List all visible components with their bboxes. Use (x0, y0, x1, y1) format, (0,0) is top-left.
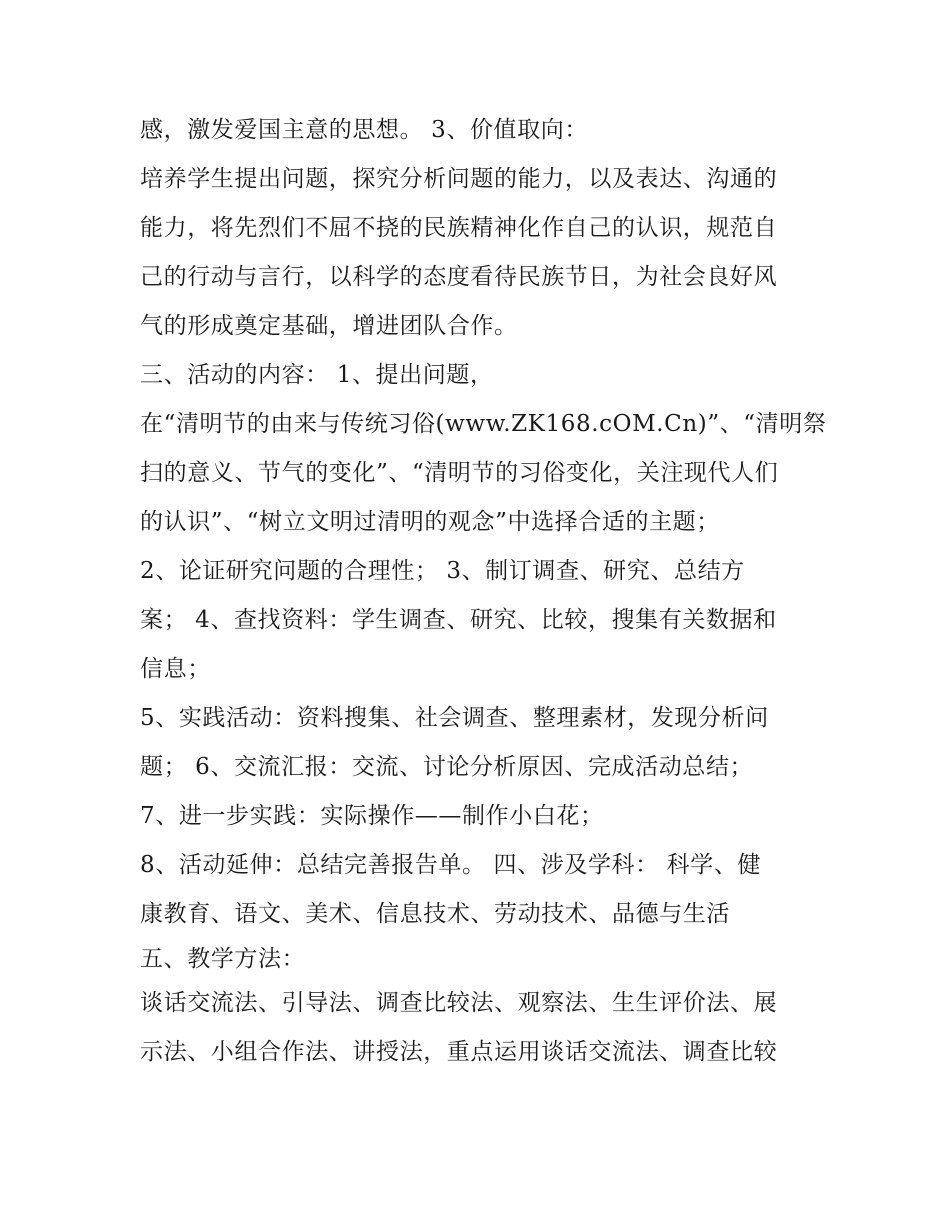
text-line: 的认识”、“树立文明过清明的观念”中选择合适的主题； (140, 509, 720, 535)
text-line: 信息； (140, 656, 211, 682)
text-line: 培养学生提出问题，探究分析问题的能力，以及表达、沟通的 (140, 166, 778, 192)
text-line: 气的形成奠定基础，增进团队合作。 (140, 313, 518, 339)
text-line: 8、活动延伸：总结完善报告单。 四、涉及学科： 科学、健 (140, 852, 762, 878)
text-line: 5、实践活动：资料搜集、社会调查、整理素材，发现分析问 (140, 705, 769, 731)
text-line: 康教育、语文、美术、信息技术、劳动技术、品德与生活 (140, 901, 730, 927)
text-line: 题； 6、交流汇报：交流、讨论分析原因、完成活动总结； (140, 754, 754, 780)
text-line: 谈话交流法、引导法、调查比较法、观察法、生生评价法、展 (140, 990, 778, 1016)
document-body (140, 106, 827, 1077)
text-line: 五、教学方法： (140, 946, 306, 972)
text-line: 能力，将先烈们不屈不挠的民族精神化作自己的认识，规范自 (140, 215, 778, 241)
text-line: 示法、小组合作法、讲授法，重点运用谈话交流法、调查比较 (140, 1039, 778, 1065)
text-line: 7、进一步实践：实际操作——制作小白花； (140, 803, 604, 829)
text-line: 2、论证研究问题的合理性； 3、制订调查、研究、总结方 (140, 558, 745, 584)
text-line: 感，激发爱国主意的思想。 3、价值取向： (140, 117, 588, 143)
text-line: 扫的意义、节气的变化”、“清明节的习俗变化，关注现代人们 (140, 460, 779, 486)
text-line: 在“清明节的由来与传统习俗(www.ZK168.cOM.Cn)”、“清明祭 (140, 411, 827, 437)
text-line: 己的行动与言行，以科学的态度看待民族节日，为社会良好风 (140, 264, 778, 290)
text-line: 案； 4、查找资料：学生调查、研究、比较，搜集有关数据和 (140, 607, 777, 633)
text-line: 三、活动的内容： 1、提出问题， (140, 362, 494, 388)
